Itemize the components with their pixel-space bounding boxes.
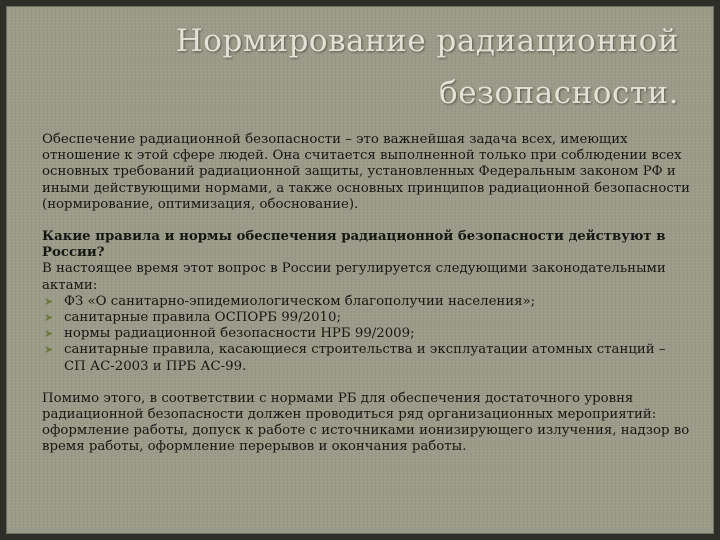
intro-paragraph: Обеспечение радиационной безопасности – это важнейшая задача всех, имеющих отношение к этой сфере людей. Она считается выполненной только при соблюдении всех основных требований радиационной защиты, установленных Федеральным законом РФ и иными действующими нормами, а также основных принципов радиационной безопасности (нормирование, оптимизация, обоснование). [42,132,691,212]
lead-paragraph: В настоящее время этот вопрос в России регулируется следующими законодательными актами: [42,261,666,293]
question-heading: Какие правила и нормы обеспечения радиационной безопасности действуют в России? [42,229,666,261]
arrow-bullet-icon: ➤ [44,294,54,308]
closing-paragraph: Помимо этого, в соответствии с нормами РБ для обеспечения достаточного уровня радиационной безопасности должен проводиться ряд организационных мероприятий: оформление работы, допуск к работе с источниками ионизирующего излучения, надзор во время работы, оформление перерывов и окончания работы. [42,390,690,455]
slide-body [42,132,690,456]
arrow-bullet-icon: ➤ [44,327,54,341]
list-item-text: нормы радиационной безопасности НРБ 99/2009; [64,326,415,342]
slide-title-line-2: безопасности. [439,75,679,111]
slide-title-line-1: Нормирование радиационной [175,23,679,59]
list-item [42,326,690,342]
acts-list [42,294,690,375]
list-item-text: санитарные правила, касающиеся строительства и эксплуатации атомных станций – СП АС-2003 и ПРБ АС-99. [64,342,666,374]
list-item-text: санитарные правила ОСПОРБ 99/2010; [64,310,341,326]
slide-title [39,15,679,119]
list-item [42,342,690,374]
list-item [42,310,690,326]
list-item [42,294,690,310]
arrow-bullet-icon: ➤ [44,343,54,357]
arrow-bullet-icon: ➤ [44,311,54,325]
list-item-text: ФЗ «О санитарно-эпидемиологическом благополучии населения»; [64,293,536,309]
